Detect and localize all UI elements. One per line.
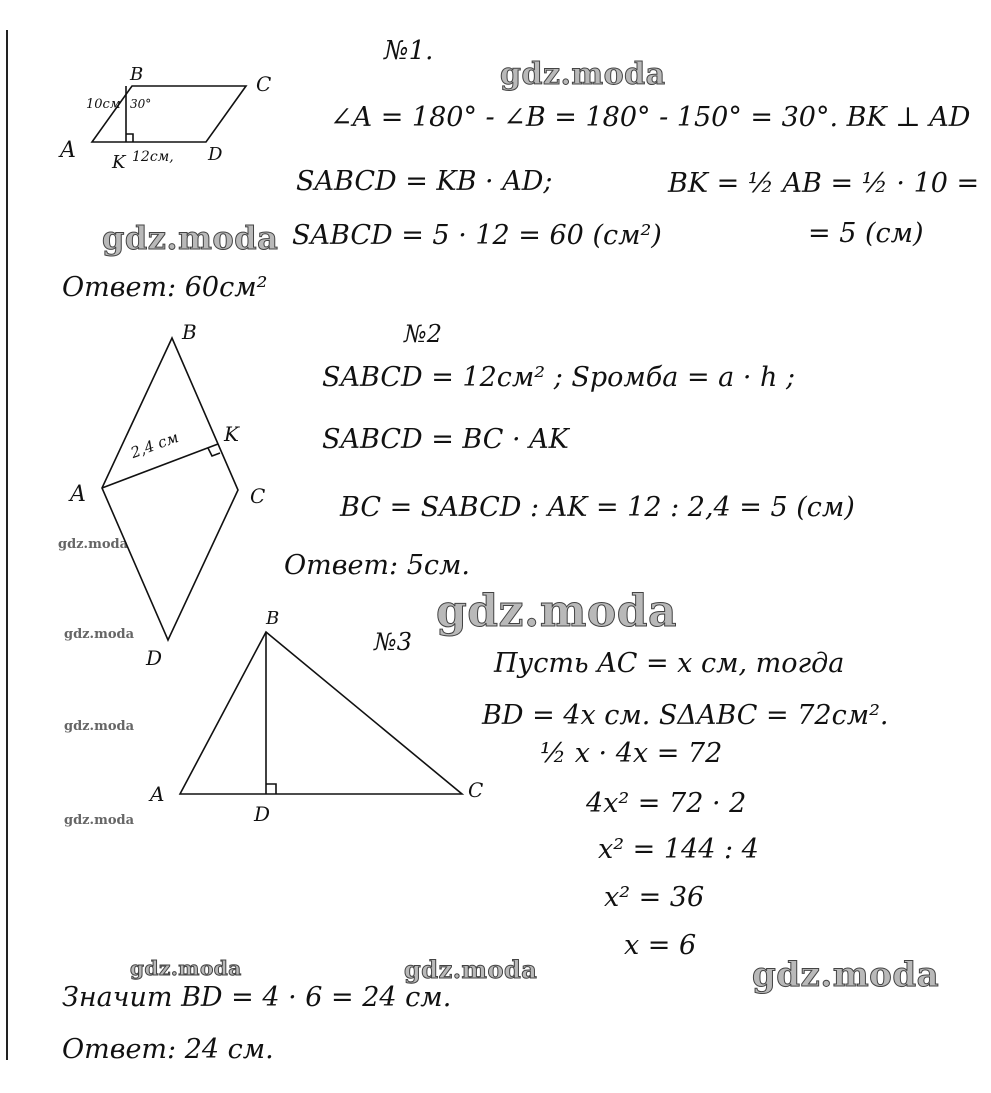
task3-number: №3 (374, 628, 412, 656)
vertex-k1: K (112, 152, 126, 173)
task2-line1: SABCD = 12см² ; Sромба = a · h ; (322, 362, 796, 393)
vertex-k2: K (224, 422, 239, 446)
watermark-side-4: gdz.moda (64, 813, 135, 828)
vertex-b3: B (266, 608, 280, 629)
task1-number: №1. (384, 36, 434, 66)
task3-line7: x = 6 (624, 930, 697, 961)
task3-answer: Ответ: 24 см. (62, 1034, 274, 1065)
watermark-side-2: gdz.moda (64, 627, 135, 642)
task2-line3: BC = SABCD : AK = 12 : 2,4 = 5 (см) (340, 492, 855, 523)
side-ab-label: 10см (86, 97, 121, 112)
rhombus-abcd (102, 338, 238, 640)
vertex-c3: C (468, 778, 484, 802)
task1-line2: SABCD = KB · AD; (296, 166, 553, 197)
angle-label: 30° (130, 97, 152, 111)
triangle-abc (180, 628, 462, 794)
task1-line5: = 5 (см) (808, 218, 924, 249)
watermark-top: gdz.moda (500, 57, 666, 92)
task1-line1: ∠A = 180° - ∠B = 180° - 150° = 30°. BK ⊥ AD (330, 102, 971, 133)
task1-line4: SABCD = 5 · 12 = 60 (см²) (292, 220, 662, 251)
watermark-bottom-right: gdz.moda (752, 955, 940, 995)
vertex-b1: B (130, 64, 144, 85)
watermark-side-1: gdz.moda (58, 537, 129, 552)
vertex-a1: A (60, 138, 76, 163)
right-angle-mark-d (266, 784, 276, 794)
task3-line5: x² = 144 : 4 (598, 834, 759, 865)
watermark-side-3: gdz.moda (64, 719, 135, 734)
side-kd-label: 12см, (132, 149, 174, 165)
watermark-bottom-left: gdz.moda (130, 956, 242, 980)
vertex-c1: C (256, 72, 272, 96)
task1-answer: Ответ: 60см² (62, 272, 268, 303)
task3-line2: BD = 4x см. SΔABC = 72см². (482, 700, 889, 731)
watermark-center: gdz.moda (436, 586, 678, 637)
height-ak-label: 2,4 см (128, 428, 181, 462)
task3-line3: ½ x · 4x = 72 (540, 738, 723, 769)
vertex-a2: A (70, 482, 86, 507)
right-angle-mark-k (126, 134, 133, 142)
task2-number: №2 (404, 320, 442, 348)
vertex-d2: D (146, 646, 163, 670)
vertex-c2: C (250, 484, 266, 508)
task1-line3: BK = ½ AB = ½ · 10 = (668, 168, 980, 199)
task2-answer: Ответ: 5см. (284, 550, 470, 581)
task2-line2: SABCD = BC · AK (322, 424, 569, 455)
vertex-d3: D (254, 802, 271, 826)
task3-line1: Пусть AC = x см, тогда (494, 648, 845, 679)
parallelogram-abcd (92, 86, 246, 142)
watermark-bottom-middle: gdz.moda (404, 955, 538, 984)
right-angle-mark-k2 (208, 448, 220, 456)
task3-line8: Значит BD = 4 · 6 = 24 см. (62, 982, 452, 1013)
watermark-left-large: gdz.moda (102, 219, 279, 257)
task3-line4: 4x² = 72 · 2 (586, 788, 747, 819)
task3-line6: x² = 36 (604, 882, 705, 913)
vertex-b2: B (182, 320, 197, 344)
vertex-d1: D (208, 144, 223, 165)
vertex-a3: A (150, 782, 165, 806)
